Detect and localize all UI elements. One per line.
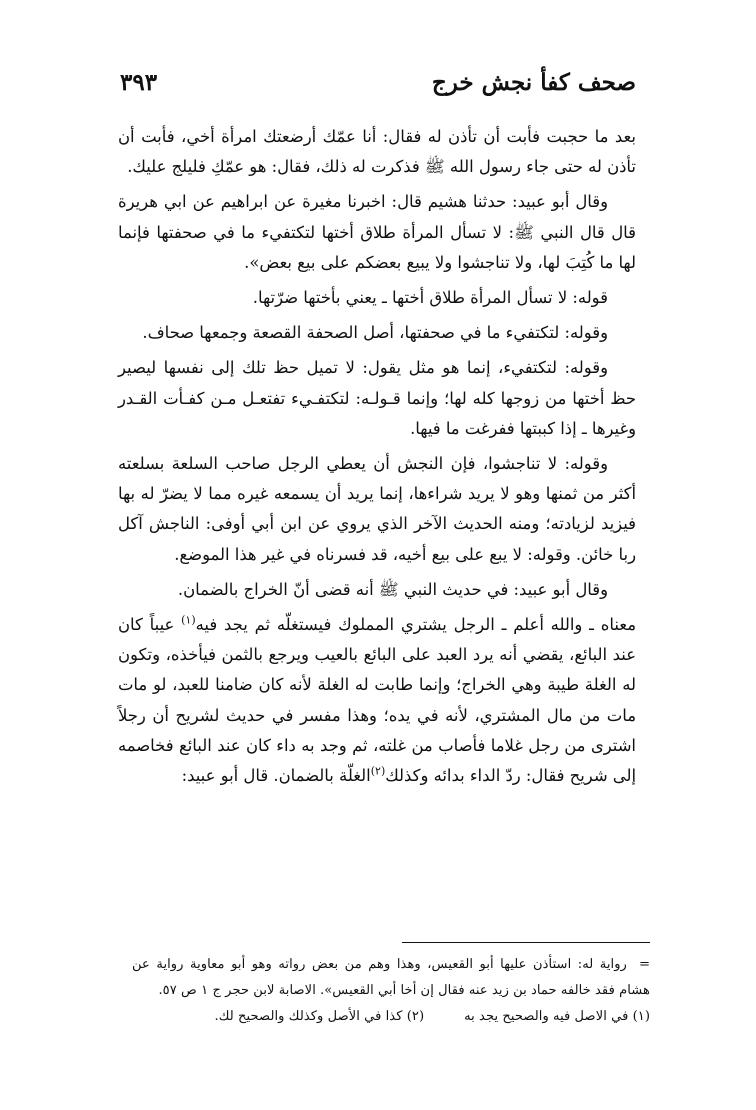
footnote-1: (١) في الاصل فيه والصحيح يجد به	[464, 1009, 650, 1024]
paragraph-8-part-a: معناه ـ والله أعلم ـ الرجل يشتري المملوك فيستغلّه ثم يجد فيه	[195, 615, 636, 635]
paragraph-3: قوله: لا تسأل المرأة طلاق أختها ـ يعني بأختها ضرّتها.	[252, 288, 608, 308]
footnote-line	[132, 1004, 650, 1030]
paragraph-5: وقوله: لتكتفيء، إنما هو مثل يقول: لا تميل حظ تلك إلى نفسها ليصير حظ أختها من زوجها كله لها؛ وإنما قـولـه: لتكتفـيء تفتعـل مـن كفـأت القـدر وغيرها ـ إذا كببتها ففرغت ما فيها.	[118, 358, 636, 438]
continuation-text: رواية له: استأذن عليها أبو القعيس، وهذا وهم من بعض رواته وهو أبو معاوية رواية عن هشام فقد خالفه حماد بن زيد عنه فقال إن أخا أبي القعيس». الاصابة لابن حجر ج ١ ص ٥٧.	[132, 957, 650, 998]
paragraph-8-part-b: عيباً كان عند البائع، يقضي أنه يرد العبد على البائع بالعيب ويرجع بالثمن فيأخذه، وتكون له الغلة طيبة وهي الخراج؛ وإنما طابت له الغلة لأنه كان ضامنا للعبد، لو مات مات من مال المشتري، لأنه في يده؛ وهذا مفسر في حديث لشريح أن رجلاً اشترى من رجل غلاما فأصاب من غلته، ثم وجد به داء كان عند البائع فخاصمه إلى شريح فقال: ردّ الداء بدائه وكذلك	[118, 615, 636, 786]
paragraph-2: وقال أبو عبيد: حدثنا هشيم قال: اخبرنا مغيرة عن ابراهيم عن ابي هريرة قال قال النبي ﷺ: لا تسأل المرأة طلاق أختها لتكتفيء ما في صحفتها فإنما لها ما كُتِبَ لها، ولا تناجشوا ولا يبيع بعضكم على بيع بعض».	[118, 192, 636, 272]
footnote-ref-2: (٢)	[370, 764, 386, 778]
paragraph-7: وقال أبو عبيد: في حديث النبي ﷺ أنه قضى أنّ الخراج بالضمان.	[177, 579, 608, 599]
main-text	[118, 122, 636, 796]
paragraph-1: بعد ما حجبت فأبت أن تأذن له فقال: أنا عمّك أرضعتك امرأة أخي، فأبت أن تأذن له حتى جاء رسول الله ﷺ فذكرت له ذلك، فقال: هو عمّكِ فليلج عليك.	[118, 127, 636, 177]
footnotes	[132, 952, 650, 1030]
page-number: ٣٩٣	[120, 69, 158, 96]
paragraph-8	[118, 610, 636, 791]
paragraph-4: وقوله: لتكتفيء ما في صحفتها، أصل الصحفة القصعة وجمعها صحاف.	[142, 323, 608, 343]
paragraph-6: وقوله: لا تناجشوا، فإن النجش أن يعطي الرجل صاحب السلعة بسلعته أكثر من ثمنها وهو لا يريد شراءها، إنما يريد أن يسمعه غيره مما لا يضرّ له بها فيزيد لزيادته؛ ومنه الحديث الآخر الذي يروي عن ابن أبي أوفى: الناجش آكل ربا خائن. وقوله: لا يبع على بيع أخيه، قد فسرناه في غير هذا الموضع.	[118, 454, 636, 564]
continuation-mark: =	[638, 957, 650, 972]
footnote-divider	[402, 942, 650, 943]
running-title: صحف كفأ نجش خرج	[431, 69, 636, 96]
paragraph-8-part-c: الغلّة بالضمان. قال أبو عبيد:	[181, 766, 371, 786]
footnote-ref-1: (١)	[181, 613, 196, 627]
running-header	[120, 66, 636, 100]
footnote-continuation	[132, 952, 650, 1004]
footnote-2: (٢) كذا في الأصل وكذلك والصحيح لك.	[214, 1009, 425, 1024]
